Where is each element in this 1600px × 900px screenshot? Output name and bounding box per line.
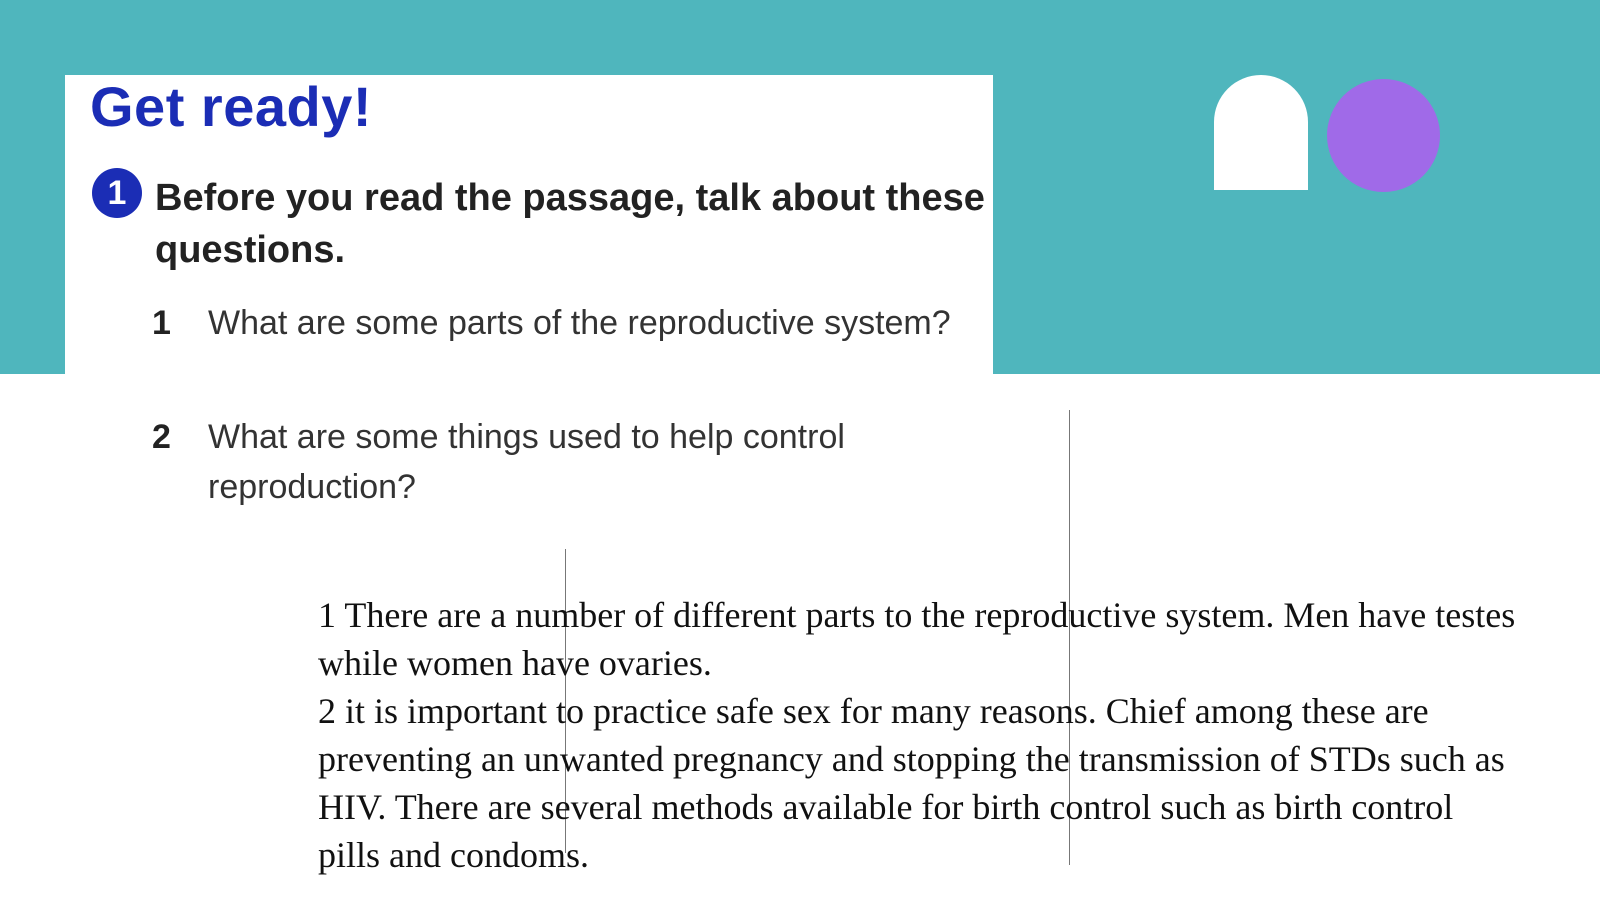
question-number: 1	[152, 304, 171, 342]
question-text: What are some parts of the reproductive system?	[208, 304, 951, 342]
circle-decoration	[1327, 79, 1440, 192]
answer-paragraph: 2 it is important to practice safe sex for many reasons. Chief among these are preventing an unwanted pregnancy and stopping the transmission of STDs such as HIV. There are several methods available for birth control such as birth control pills and condoms.	[318, 691, 1505, 875]
arch-decoration	[1214, 75, 1308, 190]
step-number-badge: 1	[92, 168, 142, 218]
instruction-text: Before you read the passage, talk about these questions.	[155, 177, 985, 271]
question-text: What are some things used to help control reproduction?	[208, 418, 845, 506]
question-number: 2	[152, 418, 171, 456]
answer-text-block	[318, 591, 1518, 879]
answer-paragraph: 1 There are a number of different parts to the reproductive system. Men have testes while women have ovaries.	[318, 595, 1516, 683]
page-title: Get ready!	[90, 75, 372, 138]
